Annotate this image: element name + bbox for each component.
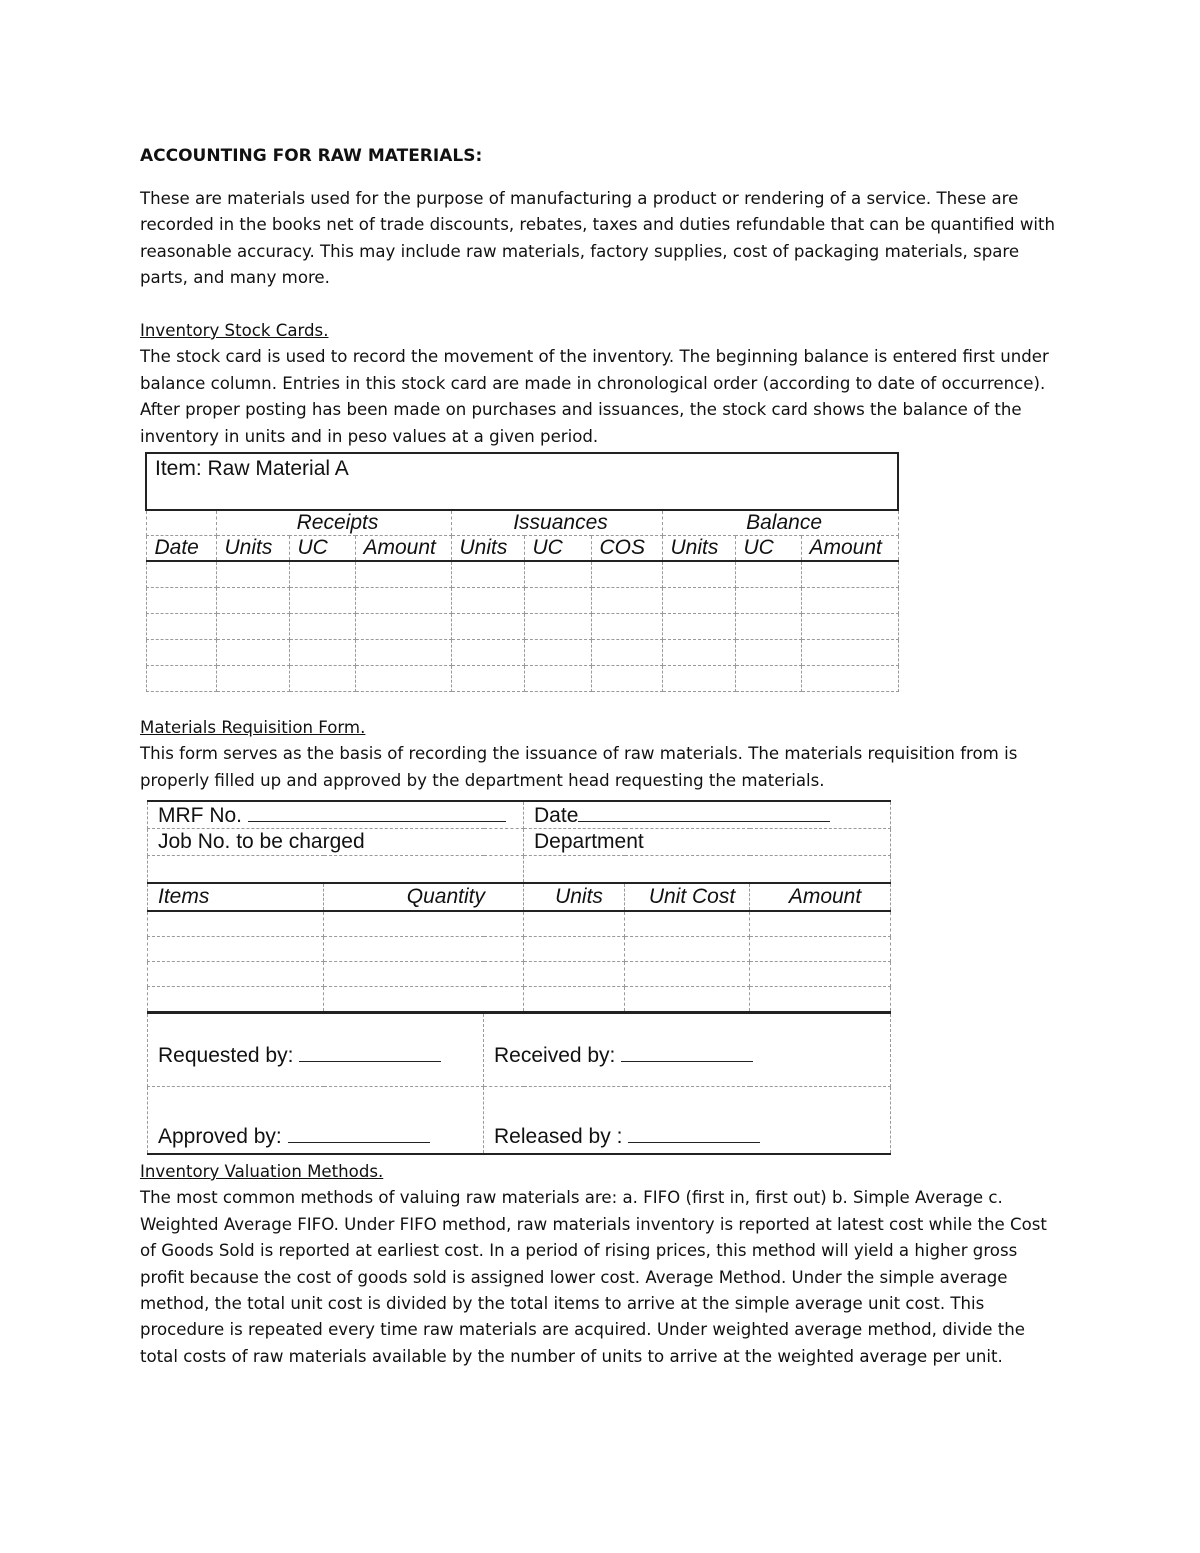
table-row bbox=[148, 987, 891, 1013]
col-units: Units bbox=[524, 883, 625, 911]
table-row bbox=[148, 937, 891, 962]
form-spacer bbox=[524, 856, 891, 884]
job-no-label: Job No. to be charged bbox=[158, 830, 365, 853]
mrf-no-line bbox=[248, 803, 506, 822]
col-date: Date bbox=[146, 536, 216, 562]
col-items: Items bbox=[148, 883, 324, 911]
table-row bbox=[148, 911, 891, 937]
table-row bbox=[146, 640, 898, 666]
received-by-label: Received by: bbox=[494, 1043, 616, 1067]
department-field bbox=[524, 829, 891, 856]
group-receipts: Receipts bbox=[216, 510, 451, 536]
released-by-line bbox=[628, 1124, 760, 1143]
approved-by-field bbox=[148, 1087, 484, 1155]
stock-card-table bbox=[145, 452, 897, 690]
requisition-form bbox=[147, 800, 890, 1148]
approved-by-line bbox=[288, 1124, 430, 1143]
col-issuances-uc: UC bbox=[524, 536, 591, 562]
valuation-body: The most common methods of valuing raw materials are: a. FIFO (first in, first out) b. Simple Average c. Weighted Average FIFO. Under FIFO method, raw materials inventory is reported at latest cost while the Cost of Goods Sold is reported at earliest cost. In a period of rising prices, this method will yield a higher gross profit because the cost of goods sold is assigned lower cost. Average Method. Under the simple average method, the total unit cost is divided by the total items to arrive at the simple average unit cost. This procedure is repeated every time raw materials are acquired. Under weighted average method, divide the total costs of raw materials available by the number of units to arrive at the weighted average per unit. bbox=[140, 1188, 1047, 1366]
stock-card-item: Item: Raw Material A bbox=[146, 453, 898, 510]
table-row bbox=[146, 614, 898, 640]
requested-by-line bbox=[299, 1043, 441, 1062]
intro-paragraph: These are materials used for the purpose of manufacturing a product or rendering of a service. These are recorded in the books net of trade discounts, rebates, taxes and duties refundable that can be quantified with reasonable accuracy. This may include raw materials, factory supplies, cost of packaging materials, spare parts, and many more. bbox=[140, 189, 1056, 288]
requisition-body: This form serves as the basis of recording the issuance of raw materials. The materials requisition from is properly filled up and approved by the department head requesting the materials. bbox=[140, 744, 1018, 790]
received-by-field bbox=[484, 1013, 891, 1087]
requisition-section bbox=[140, 715, 1060, 794]
col-balance-amount: Amount bbox=[801, 536, 898, 562]
job-no-field bbox=[148, 829, 524, 856]
table-row bbox=[146, 666, 898, 692]
released-by-field bbox=[484, 1087, 891, 1155]
mrf-no-label: MRF No. bbox=[158, 803, 242, 827]
requested-by-label: Requested by: bbox=[158, 1043, 294, 1067]
mrf-no-field bbox=[148, 801, 524, 829]
date-field bbox=[524, 801, 891, 829]
date-label: Date bbox=[534, 803, 579, 827]
group-blank bbox=[146, 510, 216, 536]
table-row bbox=[146, 561, 898, 588]
requested-by-field bbox=[148, 1013, 484, 1087]
table-row bbox=[146, 588, 898, 614]
col-receipts-amount: Amount bbox=[355, 536, 451, 562]
col-quantity: Quantity bbox=[324, 883, 524, 911]
col-balance-units: Units bbox=[662, 536, 735, 562]
col-issuances-cos: COS bbox=[591, 536, 662, 562]
department-label: Department bbox=[534, 830, 644, 853]
col-receipts-units: Units bbox=[216, 536, 289, 562]
valuation-section bbox=[140, 1159, 1060, 1370]
valuation-title: Inventory Valuation Methods. bbox=[140, 1162, 384, 1181]
col-unit-cost: Unit Cost bbox=[625, 883, 750, 911]
released-by-label: Released by : bbox=[494, 1125, 623, 1148]
group-balance: Balance bbox=[662, 510, 898, 536]
approved-by-label: Approved by: bbox=[158, 1125, 282, 1148]
stock-cards-title: Inventory Stock Cards. bbox=[140, 321, 329, 340]
col-receipts-uc: UC bbox=[289, 536, 355, 562]
date-line bbox=[578, 803, 830, 822]
form-spacer bbox=[148, 856, 524, 884]
col-balance-uc: UC bbox=[735, 536, 801, 562]
table-row bbox=[148, 962, 891, 987]
document-heading: ACCOUNTING FOR RAW MATERIALS: bbox=[140, 146, 483, 166]
group-issuances: Issuances bbox=[451, 510, 662, 536]
col-amount: Amount bbox=[750, 883, 891, 911]
stock-cards-section bbox=[140, 318, 1060, 450]
requisition-title: Materials Requisition Form. bbox=[140, 718, 366, 737]
stock-cards-body: The stock card is used to record the movement of the inventory. The beginning balance is entered first under balance column. Entries in this stock card are made in chronological order (according to date of occurrence). After proper posting has been made on purchases and issuances, the stock card shows the balance of the inventory in units and in peso values at a given period. bbox=[140, 347, 1049, 446]
col-issuances-units: Units bbox=[451, 536, 524, 562]
received-by-line bbox=[621, 1043, 753, 1062]
